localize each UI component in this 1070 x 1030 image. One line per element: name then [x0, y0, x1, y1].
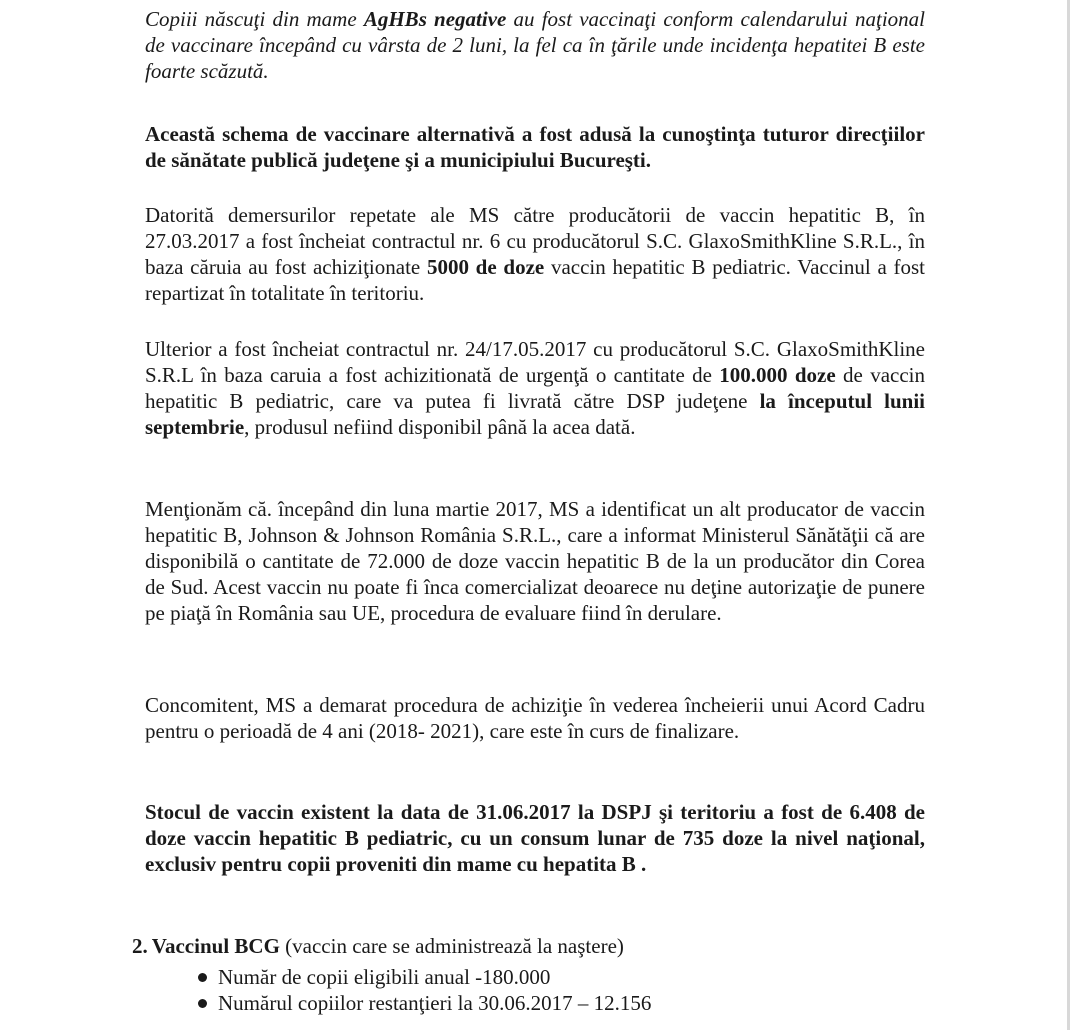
list-item	[196, 990, 651, 1016]
list-item	[196, 964, 651, 990]
bullet-icon	[198, 973, 207, 982]
paragraph-contract-24	[145, 336, 925, 440]
text-run: Ulterior a fost încheiat contractul nr. 24/17.05.2017 cu producătorul S.C. GlaxoSmithKline S.R.L în baza caruia a fost achizitionată de urgenţă o cantitate de	[145, 337, 925, 387]
text-run: Datorită demersurilor repetate ale MS către producătorii de vaccin hepatitic B, în 27.03.2017 a fost încheiat contractul nr. 6 cu producătorul S.C. GlaxoSmithKline S.R.L., în baza căruia au fost achiziţionate	[145, 203, 925, 279]
paragraph-vaccine-stock: Stocul de vaccin existent la data de 31.06.2017 la DSPJ şi teritoriu a fost de 6.408 de doze vaccin hepatitic B pediatric, cu un consum lunar de 735 doze la nivel naţional, exclusiv pentru copii proveniti din mame cu hepatita B .	[145, 800, 925, 876]
paragraph-alternative-schema: Această schema de vaccinare alternativă a fost adusă la cunoştinţa tuturor direcţiilor de sănătate publică judeţene şi a municipiului Bucureşti.	[145, 122, 925, 172]
text-run-bold: 100.000 doze	[719, 363, 836, 387]
text-run: au fost vaccinaţi conform calendarului naţional de vaccinare începând cu vârsta de 2 luni, la fel ca în ţările unde incidenţa hepatitei B este foarte scăzută.	[145, 7, 925, 83]
list-item-text: Numărul copiilor restanţieri la 30.06.2017 – 12.156	[218, 991, 652, 1015]
section-title: Vaccinul BCG	[151, 934, 280, 958]
paragraph-johnson-producer: Menţionăm că. începând din luna martie 2017, MS a identificat un alt producator de vaccin hepatitic B, Johnson & Johnson România S.R.L., care a informat Ministerul Sănătăţii că are disponibilă o cantitate de 72.000 de doze vaccin hepatitic B de la un producător din Corea de Sud. Acest vaccin nu poate fi înca comercializat deoarece nu deţine autorizaţie de punere pe piaţă în România sau UE, procedura de evaluare fiind în derulare.	[145, 497, 925, 625]
text-run: Copiii născuţi din mame	[145, 7, 364, 31]
text-run: de vaccin hepatitic B pediatric, care va putea fi livrată către DSP judeţene	[145, 363, 925, 413]
bcg-bullet-list	[196, 964, 651, 1016]
paragraph-vaccination-negative-mothers	[145, 6, 925, 84]
text-run: vaccin hepatitic B pediatric. Vaccinul a fost repartizat în totalitate în teritoriu.	[145, 255, 925, 305]
paragraph-framework-agreement: Concomitent, MS a demarat procedura de achiziţie în vederea încheierii unui Acord Cadru pentru o perioadă de 4 ani (2018- 2021), care este în curs de finalizare.	[145, 693, 925, 743]
list-item-text: Număr de copii eligibili anual -180.000	[218, 965, 551, 989]
section-heading-bcg	[132, 933, 624, 959]
bullet-icon	[198, 999, 207, 1008]
section-number: 2.	[132, 934, 148, 958]
paragraph-contract-6	[145, 202, 925, 306]
text-run-bold: la începutul lunii septembrie	[145, 389, 926, 439]
text-run: , produsul nefiind disponibil până la acea dată.	[244, 415, 636, 439]
text-run-bold: 5000 de doze	[426, 255, 545, 279]
text-run-bold: AgHBs negative	[363, 7, 507, 31]
section-subtitle: (vaccin care se administrează la naştere)	[279, 934, 624, 958]
